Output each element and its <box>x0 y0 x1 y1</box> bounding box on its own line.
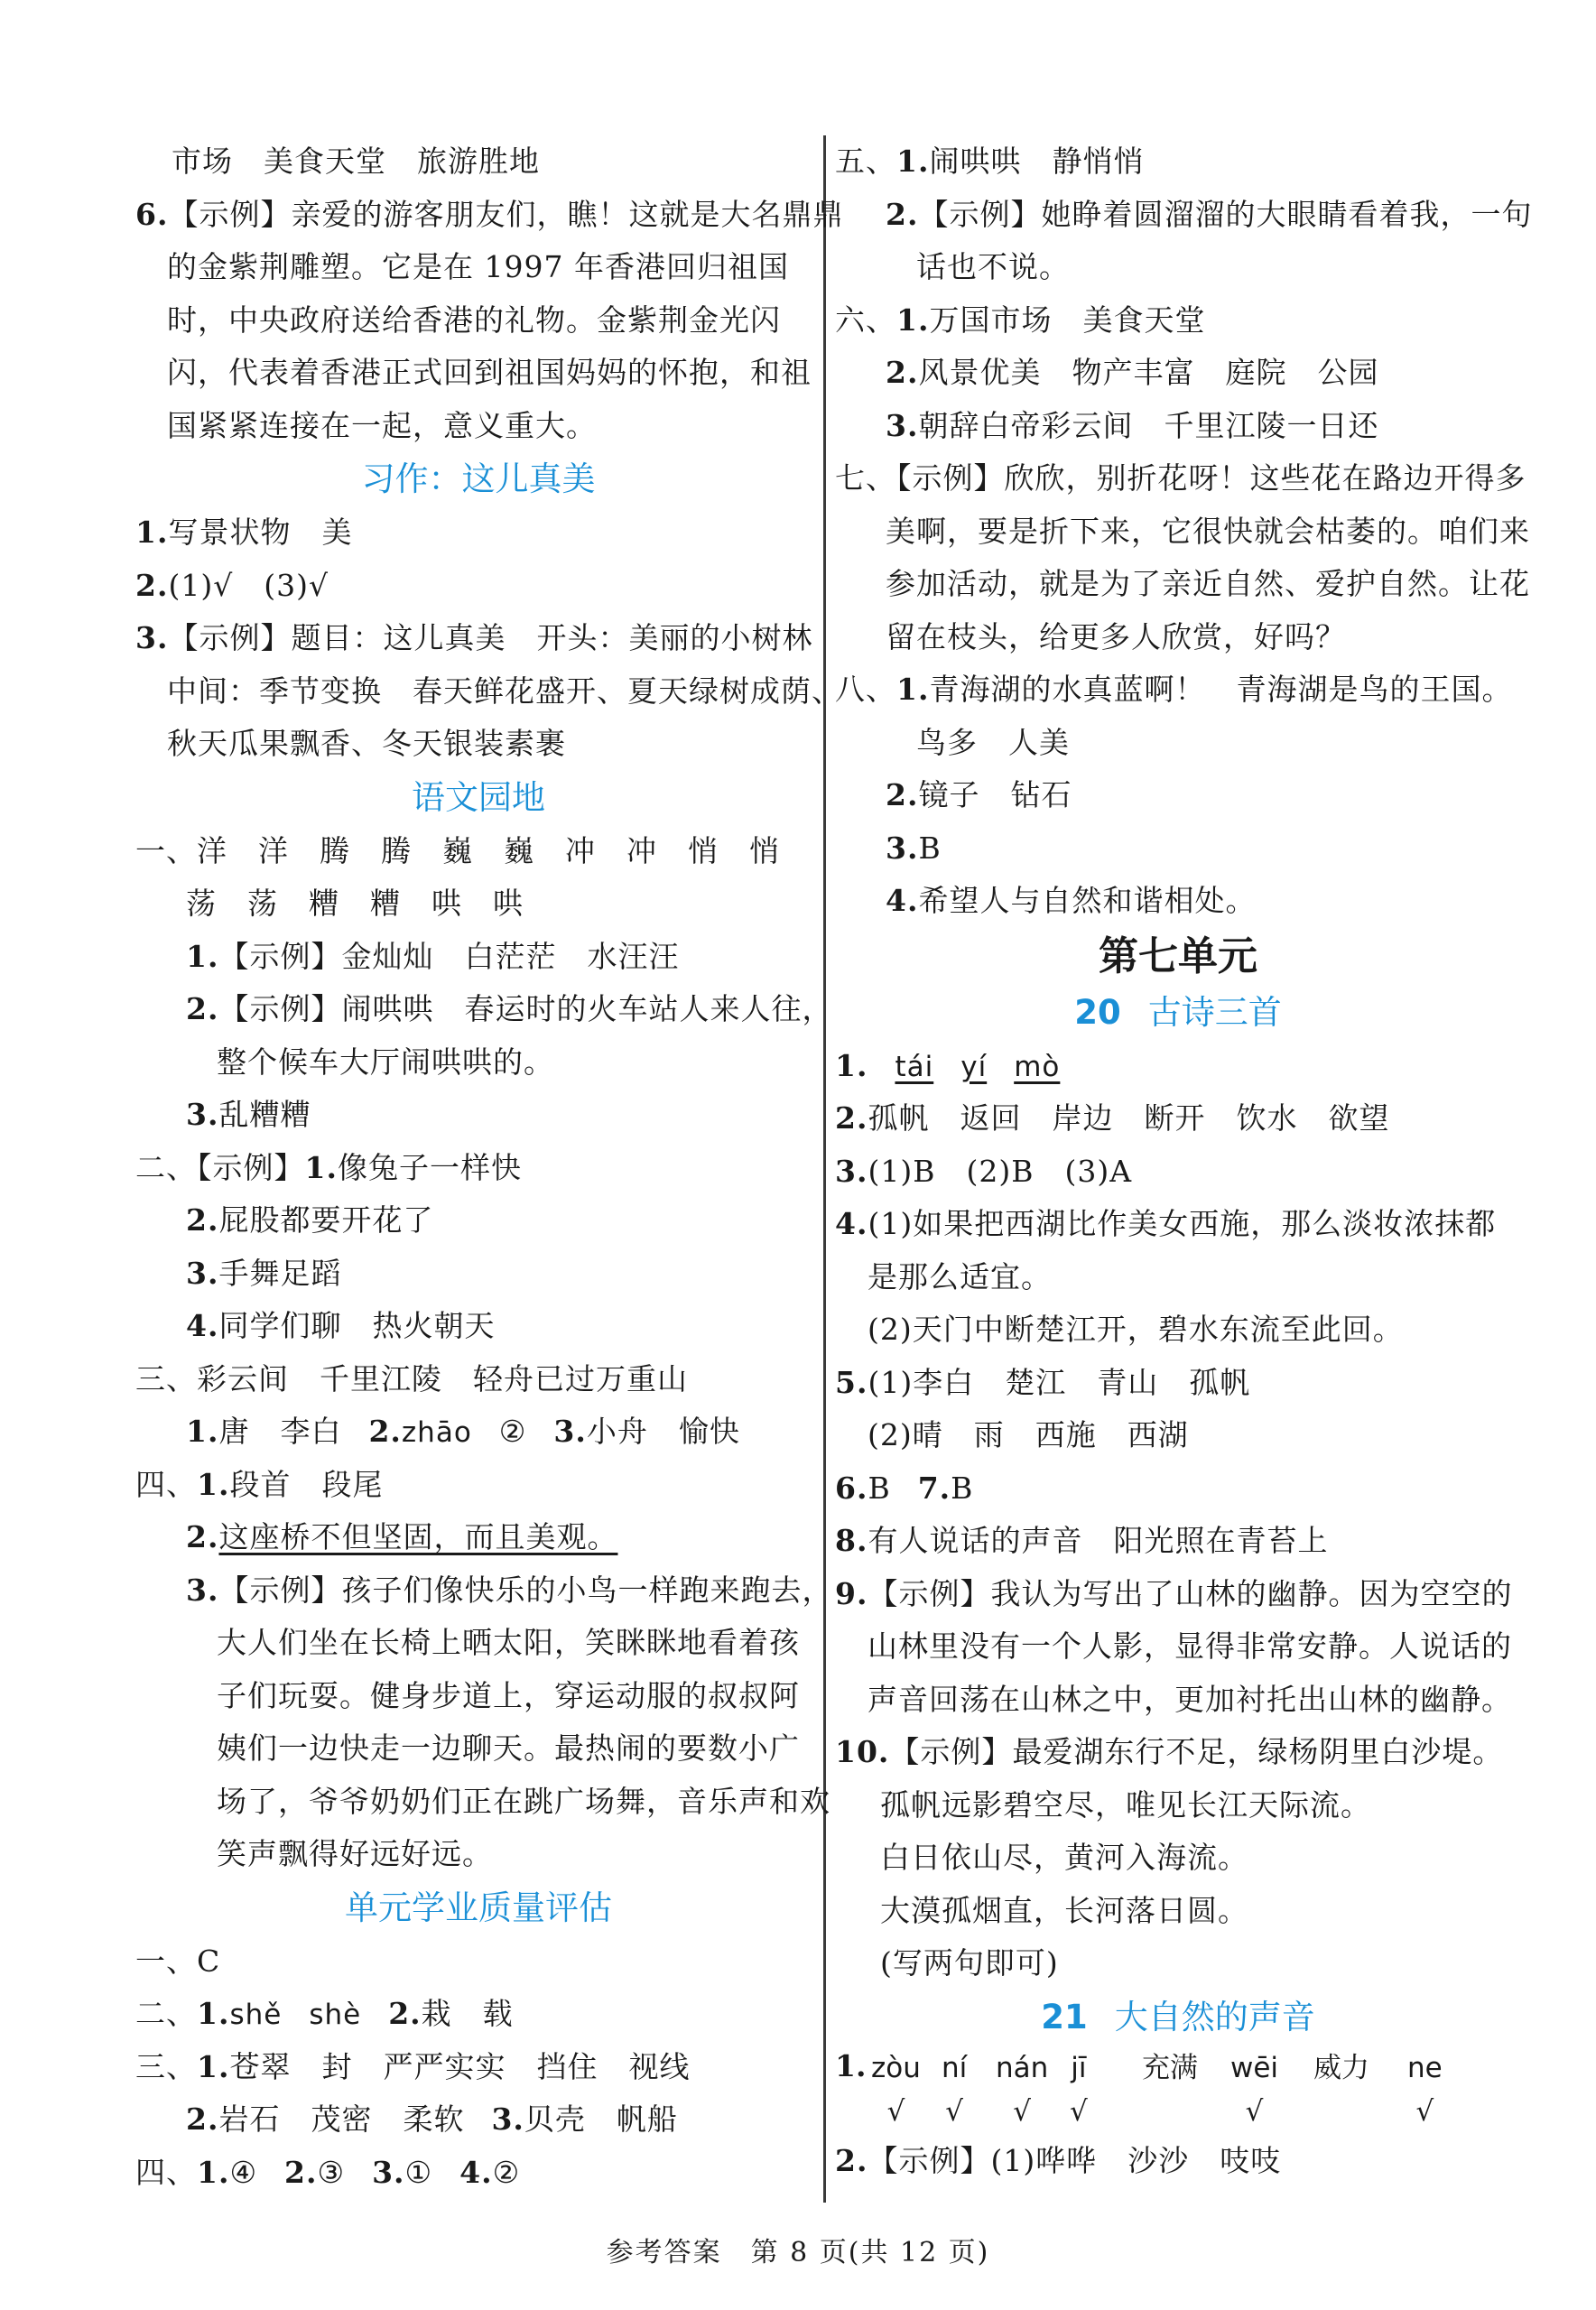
check-mark <box>1142 2092 1198 2131</box>
answer-line: 一、洋 洋 腾 腾 巍 巍 冲 冲 悄 悄 <box>135 832 780 868</box>
answer-line: 四、1.④ 2.③ 3.① 4.② <box>135 2154 521 2190</box>
answer-line: 2.风景优美 物产丰富 庭院 公园 <box>886 355 1379 390</box>
section-heading: 单元学业质量评估 <box>345 1888 612 1927</box>
answer-line: 3.(1)B (2)B (3)A <box>835 1153 1133 1189</box>
section-heading: 习作：这儿真美 <box>361 459 596 498</box>
answer-line: 子们玩耍。健身步道上，穿运动服的叔叔阿 <box>217 1677 800 1713</box>
pinyin-text: 威力 <box>1313 2051 1369 2084</box>
answer-line: 四、1.段首 段尾 <box>135 1466 384 1502</box>
answer-line: 鸟多 人美 <box>916 724 1070 760</box>
answer-line: 3.【示例】题目：这儿真美 开头：美丽的小树林 <box>135 620 813 655</box>
pinyin-text: ne <box>1407 2051 1443 2084</box>
answer-line: 八、1.青海湖的水真蓝啊！ 青海湖是鸟的王国。 <box>835 672 1513 707</box>
lesson-heading: 20 古诗三首 <box>1074 992 1282 1032</box>
answer-line: 的金紫荆雕塑。它是在 1997 年香港回归祖国 <box>167 249 789 284</box>
answer-line: 一、C <box>135 1943 221 1979</box>
answer-line: (2)天门中断楚江开，碧水东流至此回。 <box>868 1312 1404 1347</box>
answer-line: 3.手舞足蹈 <box>186 1255 342 1291</box>
answer-line: 1. tái yí mò <box>835 1047 1061 1083</box>
left-column <box>135 135 844 2199</box>
answer-line: 秋天瓜果飘香、冬天银装素裹 <box>167 726 566 761</box>
check-mark: √ <box>1415 2094 1434 2128</box>
answer-line: 10.【示例】最爱湖东行不足，绿杨阴里白沙堤。 <box>835 1734 1504 1769</box>
answer-line: 9.【示例】我认为写出了山林的幽静。因为空空的 <box>835 1575 1513 1611</box>
answer-line: 2.这座桥不但坚固，而且美观。 <box>186 1519 618 1554</box>
pinyin-text: wēi <box>1230 2051 1279 2084</box>
answer-line: 4.希望人与自然和谐相处。 <box>886 883 1257 918</box>
pinyin-check-item <box>1070 2045 1088 2131</box>
answer-line: 笑声飘得好远好远。 <box>217 1836 493 1871</box>
check-mark: √ <box>886 2094 905 2128</box>
answer-line: 七、【示例】欣欣，别折花呀！这些花在路边开得多 <box>835 460 1526 496</box>
answer-line: 荡 荡 糟 糟 哄 哄 <box>186 886 524 921</box>
answer-line: 3.B <box>886 830 942 866</box>
answer-line: 4.(1)如果把西湖比作美女西施，那么淡妆浓抹都 <box>835 1206 1497 1241</box>
right-column <box>835 135 1533 2187</box>
answer-line: 2.镜子 钻石 <box>886 777 1072 812</box>
answer-line: 6.【示例】亲爱的游客朋友们，瞧！这就是大名鼎鼎 <box>135 196 844 232</box>
answer-line: 话也不说。 <box>916 249 1070 284</box>
answer-line: 留在枝头，给更多人欣赏，好吗？ <box>886 618 1346 654</box>
check-mark: √ <box>1013 2094 1032 2128</box>
answer-line: 三、彩云间 千里江陵 轻舟已过万重山 <box>135 1360 688 1396</box>
answer-line: 孤帆远影碧空尽，唯见长江天际流。 <box>880 1786 1371 1823</box>
answer-line: (2)晴 雨 西施 西湖 <box>868 1417 1189 1452</box>
answer-line: 整个候车大厅闹哄哄的。 <box>217 1044 554 1080</box>
answer-line: 市场 美食天堂 旅游胜地 <box>172 144 540 179</box>
pinyin-text: 充满 <box>1142 2051 1198 2084</box>
answer-line: 美啊，要是折下来，它很快就会枯萎的。咱们来 <box>886 513 1530 549</box>
pinyin-text: zòu <box>871 2051 921 2084</box>
answer-line: 3.【示例】孩子们像快乐的小鸟一样跑来跑去， <box>186 1572 833 1608</box>
pinyin-text: ní <box>942 2051 968 2084</box>
answer-line: (写两句即可) <box>880 1945 1059 1981</box>
answer-line: 闪，代表着香港正式回到祖国妈妈的怀抱，和祖 <box>167 355 812 390</box>
pinyin-check-item <box>1142 2045 1198 2131</box>
pinyin-text: nán <box>996 2051 1049 2084</box>
pinyin-check-item <box>1407 2045 1443 2131</box>
answer-line: 2.【示例】(1)哗哗 沙沙 吱吱 <box>835 2142 1282 2178</box>
page-footer: 参考答案 第 8 页(共 12 页) <box>606 2237 990 2268</box>
answer-line: 二、1.shě shè 2.栽 载 <box>135 1996 514 2031</box>
pinyin-check-item <box>1230 2045 1278 2131</box>
unit-heading: 第七单元 <box>1099 932 1257 979</box>
pinyin-check-row: 1. zòu √ ní √ nán √ jī √ 充满 wēi √ 威力 ne √ <box>835 2045 1521 2135</box>
answer-line: 2.屁股都要开花了 <box>186 1202 434 1238</box>
lesson-heading: 21 大自然的声音 <box>1041 1997 1315 2036</box>
answer-line: 国紧紧连接在一起，意义重大。 <box>167 407 597 443</box>
answer-line: 山林里没有一个人影，显得非常安静。人说话的 <box>868 1628 1512 1664</box>
pinyin-check-item <box>871 2045 921 2131</box>
answer-line: 8.有人说话的声音 阳光照在青苔上 <box>835 1523 1329 1558</box>
column-divider <box>823 135 826 2203</box>
answer-line: 2.【示例】闹哄哄 春运时的火车站人来人往， <box>186 991 833 1026</box>
pinyin-check-item <box>1313 2045 1369 2131</box>
answer-line: 大漠孤烟直，长河落日圆。 <box>880 1892 1248 1928</box>
pinyin-check-item <box>942 2045 967 2131</box>
answer-line: 3.乱糟糟 <box>186 1097 311 1132</box>
check-mark: √ <box>1070 2094 1088 2128</box>
answer-line: 姨们一边快走一边聊天。最热闹的要数小广 <box>217 1730 800 1766</box>
answer-line: 3.朝辞白帝彩云间 千里江陵一日还 <box>886 407 1379 443</box>
check-mark: √ <box>945 2094 964 2128</box>
answer-line: 五、1.闹哄哄 静悄悄 <box>835 144 1145 179</box>
answer-line: 中间：季节变换 春天鲜花盛开、夏天绿树成荫、 <box>167 673 842 709</box>
answer-line: 是那么适宜。 <box>868 1258 1052 1294</box>
answer-line: 2.(1)√ (3)√ <box>135 567 329 603</box>
answer-line: 大人们坐在长椅上晒太阳，笑眯眯地看着孩 <box>217 1625 800 1660</box>
answer-line: 六、1.万国市场 美食天堂 <box>835 302 1206 338</box>
answer-line: 白日依山尽，黄河入海流。 <box>880 1840 1248 1875</box>
answer-line: 场了，爷爷奶奶们正在跳广场舞，音乐声和欢 <box>217 1783 830 1819</box>
section-heading: 语文园地 <box>412 777 545 817</box>
answer-line: 2.【示例】她睁着圆溜溜的大眼睛看着我，一句 <box>886 196 1533 232</box>
pinyin-check-item <box>996 2045 1048 2131</box>
answer-line: 5.(1)李白 楚江 青山 孤帆 <box>835 1364 1251 1400</box>
answer-line: 6.B 7.B <box>835 1470 974 1506</box>
check-mark <box>1313 2092 1369 2131</box>
answer-line: 4.同学们聊 热火朝天 <box>186 1308 496 1343</box>
answer-line: 1.唐 李白 2.zhāo ② 3.小舟 愉快 <box>186 1414 740 1449</box>
answer-line: 2.岩石 茂密 柔软 3.贝壳 帆船 <box>186 2101 678 2137</box>
answer-line: 1.【示例】金灿灿 白茫茫 水汪汪 <box>186 938 680 974</box>
answer-line: 2.孤帆 返回 岸边 断开 饮水 欲望 <box>835 1100 1390 1136</box>
pinyin-text: jī <box>1071 2051 1087 2084</box>
answer-line: 二、【示例】1.像兔子一样快 <box>135 1149 522 1185</box>
answer-line: 声音回荡在山林之中，更加衬托出山林的幽静。 <box>868 1681 1512 1717</box>
answer-line: 参加活动，就是为了亲近自然、爱护自然。让花 <box>886 566 1530 601</box>
answer-line: 时，中央政府送给香港的礼物。金紫荆金光闪 <box>167 302 781 338</box>
answer-line: 1.写景状物 美 <box>135 515 353 550</box>
answer-line: 三、1.苍翠 封 严严实实 挡住 视线 <box>135 2048 691 2084</box>
check-mark: √ <box>1245 2094 1264 2128</box>
